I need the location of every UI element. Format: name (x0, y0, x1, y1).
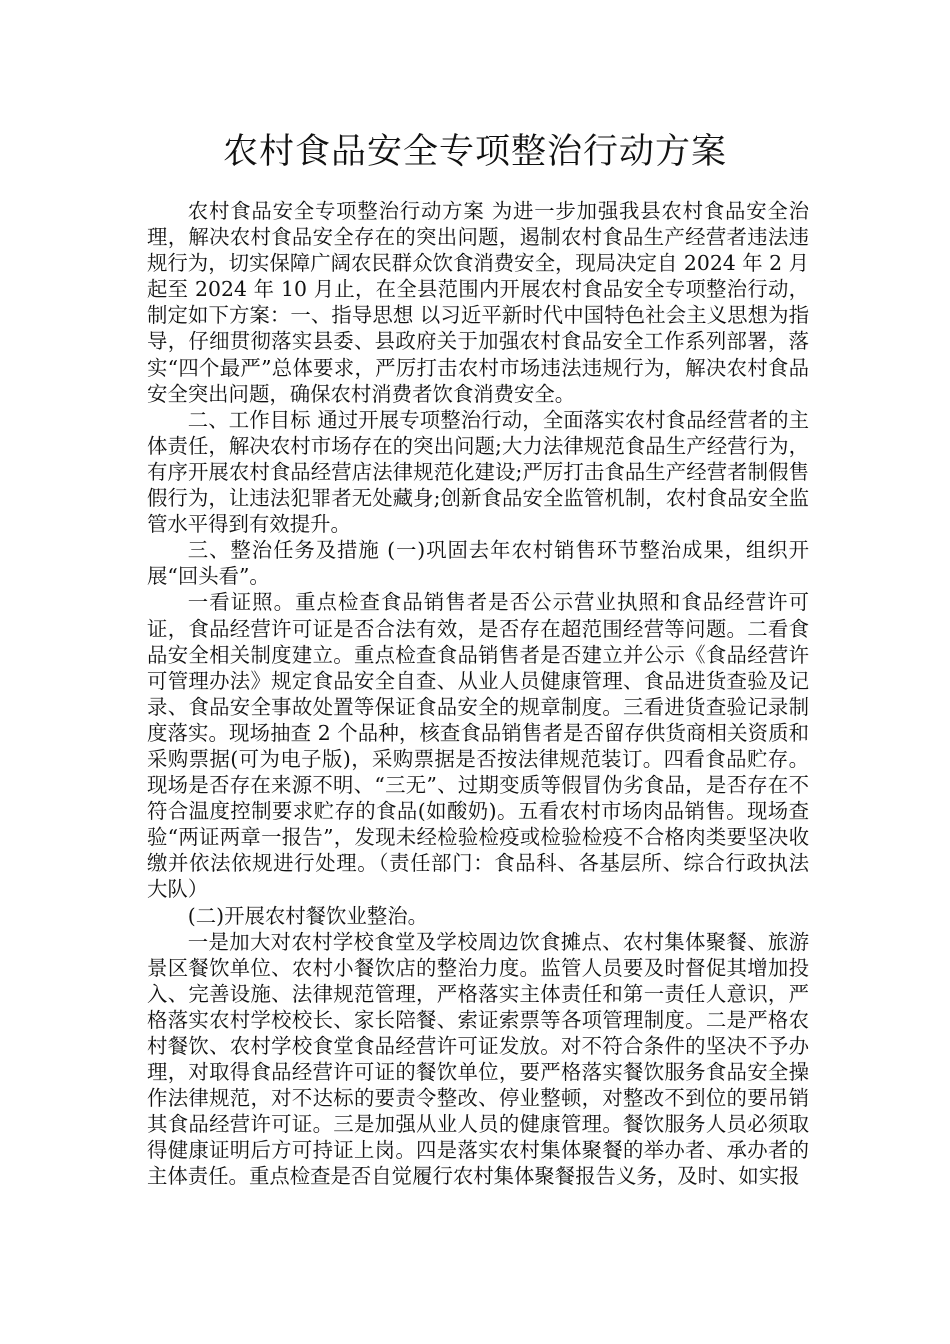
paragraph-tasks-heading: 三、整治任务及措施 (一)巩固去年农村销售环节整治成果，组织开展“回头看”。 (147, 538, 809, 589)
paragraph-work-goals: 二、工作目标 通过开展专项整治行动，全面落实农村食品经营者的主体责任，解决农村市场存在的突出问题;大力法律规范食品生产经营行为，有序开展农村食品经营店法律规范化建设;严厉打击食品生产经营者制假售假行为，让违法犯罪者无处藏身;创新食品安全监管机制，农村食品安全监管水平得到有效提升。 (147, 407, 809, 537)
paragraph-inspection-items: 一看证照。重点检查食品销售者是否公示营业执照和食品经营许可证，食品经营许可证是否合法有效，是否存在超范围经营等问题。二看食品安全相关制度建立。重点检查食品销售者是否建立并公示《食品经营许可管理办法》规定食品安全自查、从业人员健康管理、食品进货查验及记录、食品安全事故处置等保证食品安全的规章制度。三看进货查验记录制度落实。现场抽查 2 个品种，核查食品销售者是否留存供货商相关资质和采购票据(可为电子版)，采购票据是否按法律规范装订。四看食品贮存。现场是否存在来源不明、“三无”、过期变质等假冒伪劣食品，是否存在不符合温度控制要求贮存的食品(如酸奶)。五看农村市场肉品销售。现场查验“两证两章一报告”，发现未经检验检疫或检验检疫不合格肉类要坚决收缴并依法依规进行处理。（责任部门：食品科、各基层所、综合行政执法大队） (147, 590, 809, 902)
paragraph-catering-measures: 一是加大对农村学校食堂及学校周边饮食摊点、农村集体聚餐、旅游景区餐饮单位、农村小餐饮店的整治力度。监管人员要及时督促其增加投入、完善设施、法律规范管理，严格落实主体责任和第一责任人意识，严格落实农村学校校长、家长陪餐、索证索票等各项管理制度。二是严格农村餐饮、农村学校食堂食品经营许可证发放。对不符合条件的坚决不予办理，对取得食品经营许可证的餐饮单位，要严格落实餐饮服务食品安全操作法律规范，对不达标的要责令整改、停业整顿，对整改不到位的要吊销其食品经营许可证。三是加强从业人员的健康管理。餐饮服务人员必须取得健康证明后方可持证上岗。四是落实农村集体聚餐的举办者、承办者的主体责任。重点检查是否自觉履行农村集体聚餐报告义务，及时、如实报 (147, 929, 809, 1189)
paragraph-catering-heading: (二)开展农村餐饮业整治。 (187, 903, 429, 928)
paragraph-intro-guiding-thought: 农村食品安全专项整治行动方案 为进一步加强我县农村食品安全治理，解决农村食品安全存在的突出问题，遏制农村食品生产经营者违法违规行为，切实保障广阔农民群众饮食消费安全，现局决定自 2024 年 2 月起至 2024 年 10 月止，在全县范围内开展农村食品安全专项整治行动，制定如下方案：一、指导思想 以习近平新时代中国特色社会主义思想为指导，仔细贯彻落实县委、县政府关于加强农村食品安全工作系列部署，落实“四个最严”总体要求，严厉打击农村市场违法违规行为，解决农村食品安全突出问题，确保农村消费者饮食消费安全。 (147, 199, 809, 406)
document-body (147, 198, 809, 1190)
document-title: 农村食品安全专项整治行动方案 (222, 132, 727, 172)
